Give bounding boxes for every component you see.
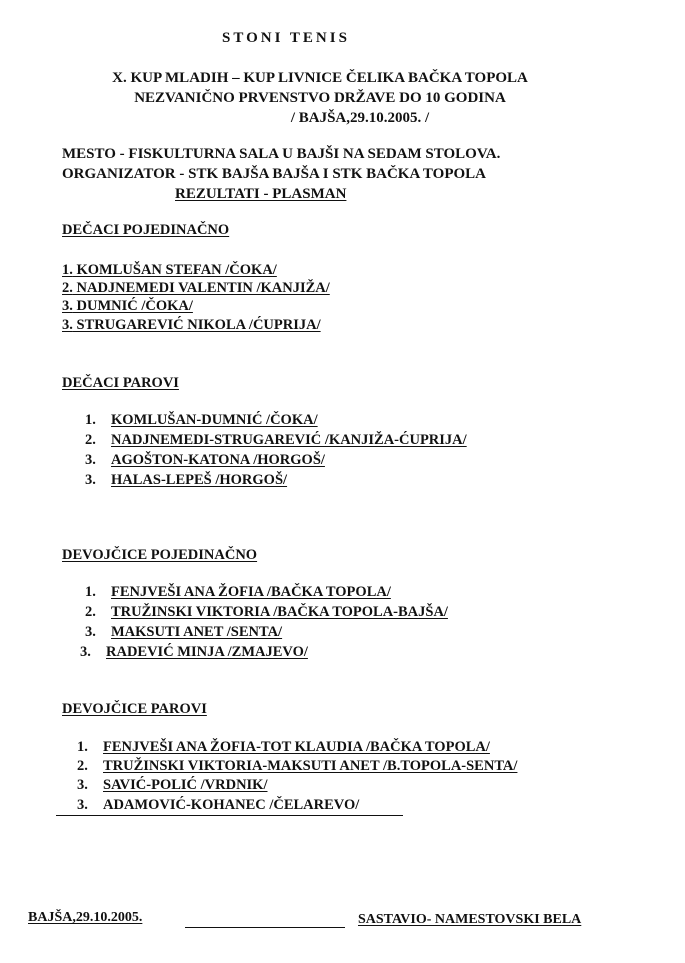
entry-text: DUMNIĆ /ČOKA/ [76, 298, 193, 314]
entry-text: ADAMOVIĆ-KOHANEC /ČELAREVO/ [103, 797, 360, 813]
rank-number: 3. [80, 644, 91, 660]
section-heading-girls-doubles: DEVOJČICE PAROVI [62, 701, 207, 717]
list-item [80, 644, 308, 661]
entry-text: STRUGAREVIĆ NIKOLA /ĆUPRIJA/ [76, 317, 321, 333]
rank-number: 3. [77, 797, 88, 813]
entry-text: TRUŽINSKI VIKTORIA /BAČKA TOPOLA-BAJŠA/ [111, 604, 448, 620]
list-item [85, 604, 448, 621]
rank-number: 3. [85, 472, 96, 488]
rank-number: 2. [62, 280, 73, 296]
rank-number: 2. [85, 604, 96, 620]
footer-divider [185, 927, 345, 928]
list-item [77, 797, 359, 814]
list-item [62, 262, 277, 279]
event-date-location: / BAJŠA,29.10.2005. / [290, 110, 430, 126]
section-heading-boys-doubles: DEČACI PAROVI [62, 375, 179, 391]
entry-text: TRUŽINSKI VIKTORIA-MAKSUTI ANET /B.TOPOLA-SENTA/ [103, 758, 518, 774]
list-item [77, 739, 490, 756]
entry-text: NADJNEMEDI-STRUGAREVIĆ /KANJIŽA-ĆUPRIJA/ [111, 432, 467, 448]
entry-text: NADJNEMEDI VALENTIN /KANJIŽA/ [76, 280, 330, 296]
footer-author: SASTAVIO- NAMESTOVSKI BELA [358, 912, 582, 927]
rank-number: 2. [85, 432, 96, 448]
rank-number: 1. [85, 412, 96, 428]
rank-number: 3. [77, 777, 88, 793]
championship-title: NEZVANIČNO PRVENSTVO DRŽAVE DO 10 GODINA [134, 90, 506, 106]
rank-number: 1. [77, 739, 88, 755]
list-item [85, 584, 391, 601]
list-item [85, 452, 325, 469]
rank-number: 1. [85, 584, 96, 600]
section-heading-girls-singles: DEVOJČICE POJEDINAČNO [62, 547, 258, 563]
footer-place-date: BAJŠA,29.10.2005. [28, 910, 143, 925]
list-item [85, 432, 467, 449]
entry-text: SAVIĆ-POLIĆ /VRDNIK/ [103, 777, 268, 793]
list-item [62, 280, 330, 297]
list-item [62, 298, 193, 315]
list-item [62, 317, 321, 334]
entry-text: RADEVIĆ MINJA /ZMAJEVO/ [106, 644, 308, 660]
list-item [85, 472, 287, 489]
organizer-line: ORGANIZATOR - STK BAJŠA BAJŠA I STK BAČKA TOPOLA [62, 166, 486, 182]
entry-text: KOMLUŠAN-DUMNIĆ /ČOKA/ [111, 412, 318, 428]
entry-text: FENJVEŠI ANA ŽOFIA /BAČKA TOPOLA/ [111, 584, 391, 600]
results-heading: REZULTATI - PLASMAN [175, 186, 347, 202]
list-item [77, 758, 517, 775]
section-heading-boys-singles: DEČACI POJEDINAČNO [62, 222, 230, 238]
entry-text: MAKSUTI ANET /SENTA/ [111, 624, 283, 640]
cup-title: X. KUP MLADIH – KUP LIVNICE ČELIKA BAČKA TOPOLA [112, 70, 528, 86]
rank-number: 1. [62, 262, 73, 278]
venue-line: MESTO - FISKULTURNA SALA U BAJŠI NA SEDAM STOLOVA. [62, 146, 501, 162]
entry-text: FENJVEŠI ANA ŽOFIA-TOT KLAUDIA /BAČKA TOPOLA/ [103, 739, 490, 755]
list-item [77, 777, 268, 794]
list-item [85, 412, 318, 429]
rank-number: 3. [62, 317, 73, 333]
rank-number: 2. [77, 758, 88, 774]
entry-text: HALAS-LEPEŠ /HORGOŠ/ [111, 472, 288, 488]
rank-number: 3. [85, 624, 96, 640]
rank-number: 3. [85, 452, 96, 468]
divider [56, 815, 403, 816]
entry-text: AGOŠTON-KATONA /HORGOŠ/ [111, 452, 325, 468]
rank-number: 3. [62, 298, 73, 314]
entry-text: KOMLUŠAN STEFAN /ČOKA/ [76, 262, 277, 278]
document-title: STONI TENIS [222, 30, 350, 46]
list-item [85, 624, 282, 641]
